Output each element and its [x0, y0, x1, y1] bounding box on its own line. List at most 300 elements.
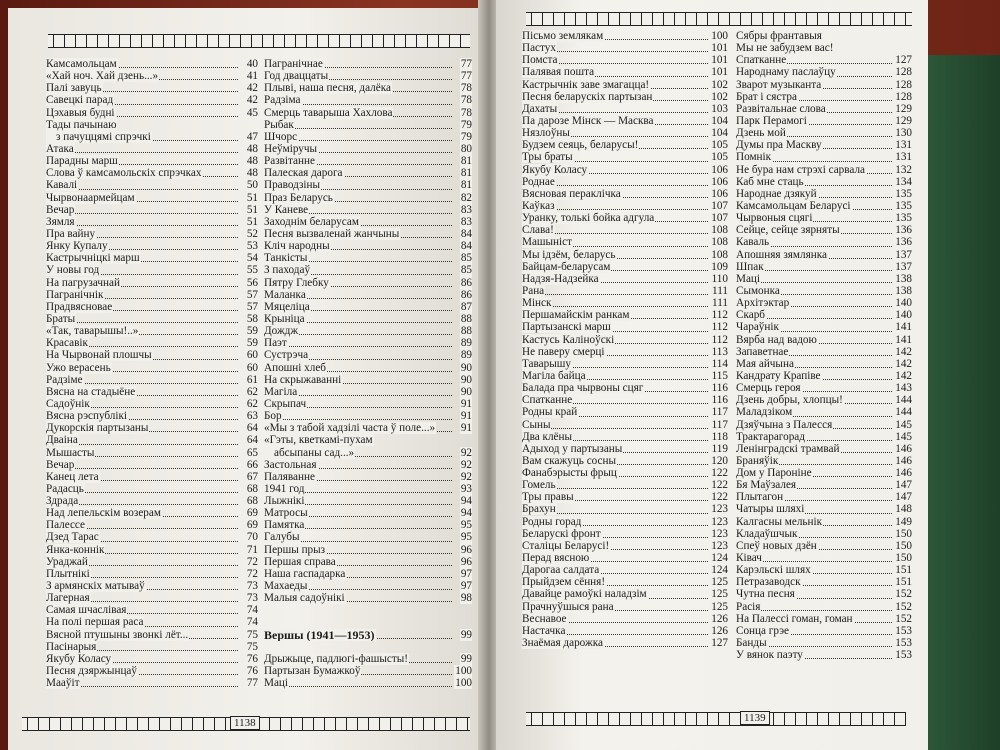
toc-entry-title: Банды: [736, 637, 767, 650]
toc-entry: [46, 289, 258, 301]
toc-entry-title: Застольная: [264, 458, 317, 471]
toc-entry-page: 136: [895, 236, 912, 249]
toc-entry-page: 73: [246, 580, 258, 593]
toc-entry: [736, 613, 912, 625]
toc-entry: [46, 143, 258, 155]
toc-entry: [46, 592, 258, 604]
toc-entry: [264, 119, 472, 131]
toc-entry: [522, 625, 728, 637]
toc-entry-page: 74: [246, 616, 258, 629]
toc-entry-title: Кладаўшчык: [736, 527, 798, 540]
toc-entry-title: Таварышу: [522, 357, 571, 370]
toc-entry-title: Будзем сеяць, беларусы!: [522, 139, 639, 152]
toc-entry-page: 59: [246, 337, 258, 350]
toc-entry-title: Пагранічнае: [264, 58, 323, 70]
toc-entry-page: 150: [895, 527, 912, 540]
toc-entry-page: 100: [455, 665, 472, 678]
toc-entry-page: 141: [895, 333, 912, 346]
toc-entry-page: 127: [711, 637, 728, 650]
toc-entry: [46, 434, 258, 446]
toc-entry: [736, 467, 912, 479]
toc-entry: [522, 394, 728, 406]
toc-entry-page: 76: [246, 665, 258, 678]
toc-entry-page: 111: [712, 284, 728, 297]
toc-entry-title: Танкісты: [264, 252, 308, 265]
toc-entry-page: 48: [246, 155, 258, 168]
toc-entry: [46, 483, 258, 495]
toc-entry-page: 145: [895, 418, 912, 431]
toc-entry-title: У новы год: [46, 264, 100, 277]
toc-entry-title: Помста: [522, 54, 558, 67]
toc-entry: [46, 204, 258, 216]
toc-entry-title: Сябры франтавыя: [736, 30, 822, 42]
toc-entry-page: 116: [711, 382, 728, 395]
toc-entry-title: Мяцеліца: [264, 300, 310, 313]
toc-entry: [736, 103, 912, 115]
toc-entry-title: Першая справа: [264, 555, 336, 568]
toc-entry-title: Вам скажуць сосны: [522, 454, 617, 467]
toc-entry: [736, 115, 912, 127]
toc-entry-title: Архітэктар: [736, 297, 790, 310]
toc-entry: [736, 200, 912, 212]
toc-entry-page: 111: [712, 297, 728, 310]
toc-entry-title: Памятка: [264, 519, 305, 532]
toc-entry: [264, 556, 472, 568]
toc-entry-page: 151: [895, 564, 912, 577]
toc-entry-title: Пісьмо землякам: [522, 30, 604, 42]
toc-entry: [522, 467, 728, 479]
toc-entry: [46, 325, 258, 337]
toc-entry-page: 144: [895, 394, 912, 407]
toc-entry-page: 72: [246, 567, 258, 580]
toc-entry-title: Браты: [46, 312, 76, 325]
toc-entry: [46, 386, 258, 398]
toc-entry-title: Маці: [264, 677, 289, 690]
toc-entry: [46, 665, 258, 677]
toc-entry: [46, 349, 258, 361]
toc-entry-title: На скрыжаванні: [264, 373, 342, 386]
toc-entry-page: 77: [460, 70, 472, 83]
toc-entry: [46, 641, 258, 653]
toc-entry: [264, 519, 472, 531]
toc-entry: [522, 382, 728, 394]
toc-entry-title: Палявая пошта: [522, 66, 595, 79]
toc-entry-title: Пастух: [522, 42, 556, 55]
toc-entry: [736, 564, 912, 576]
toc-entry: [736, 79, 912, 91]
toc-entry-page: 72: [246, 555, 258, 568]
toc-entry: [736, 285, 912, 297]
toc-entry-page: 94: [460, 495, 472, 508]
toc-entry-title: Ківач: [736, 552, 762, 565]
toc-entry: [264, 143, 472, 155]
toc-entry-page: 92: [460, 470, 472, 483]
toc-entry: [46, 240, 258, 252]
toc-entry: [264, 179, 472, 191]
toc-column-2: [736, 30, 912, 661]
toc-entry-page: 88: [460, 312, 472, 325]
toc-entry-page: 145: [895, 430, 912, 443]
toc-entry: [46, 337, 258, 349]
toc-entry: [264, 94, 472, 106]
toc-entry-title: Янка-коннік: [46, 543, 105, 556]
toc-entry-page: 69: [246, 507, 258, 520]
toc-entry-title: Магіла: [264, 385, 298, 398]
toc-entry-page: 112: [711, 333, 728, 346]
toc-entry-title: Шчорс: [264, 130, 298, 143]
toc-entry-title: Вясной птушыны звонкі лёт...: [46, 628, 189, 641]
toc-entry-title: Канец лета: [46, 470, 99, 483]
toc-entry: [46, 58, 258, 70]
toc-entry-page: 138: [895, 284, 912, 297]
toc-entry-page: 94: [460, 507, 472, 520]
toc-entry-title: Праз Беларусь: [264, 191, 333, 204]
toc-entry: [46, 495, 258, 507]
toc-entry: [522, 346, 728, 358]
toc-entry: [264, 653, 472, 665]
toc-entry-page: 128: [895, 90, 912, 103]
toc-entry-title: Нязлоўны: [522, 127, 570, 140]
toc-entry-title: Смерць героя: [736, 382, 801, 395]
toc-entry-title: Перад вясною: [522, 552, 590, 565]
toc-entry: [522, 285, 728, 297]
toc-entry: [736, 491, 912, 503]
toc-entry-page: 56: [246, 276, 258, 289]
toc-entry: [736, 151, 912, 163]
toc-entry-title: Палессе: [46, 519, 86, 532]
toc-entry: [264, 252, 472, 264]
toc-entry: [736, 370, 912, 382]
toc-entry-page: 40: [246, 58, 258, 70]
toc-entry-page: 97: [460, 580, 472, 593]
toc-entry-page: 101: [711, 66, 728, 79]
toc-entry-title: Матросы: [264, 507, 308, 520]
toc-entry-page: 130: [895, 127, 912, 140]
toc-entry: [264, 216, 472, 228]
toc-entry: [522, 212, 728, 224]
toc-entry-title: Радзіма: [264, 94, 301, 107]
toc-entry: [522, 103, 728, 115]
toc-entry-title: Маці: [736, 272, 761, 285]
toc-entry-page: 104: [711, 127, 728, 140]
toc-entry-title: Плытнікі: [46, 567, 90, 580]
toc-entry-title: Не бура нам стрэхі сарвала: [736, 163, 866, 176]
right-page: [496, 0, 928, 750]
toc-entry: [264, 289, 472, 301]
toc-entry-page: 96: [460, 543, 472, 556]
toc-entry: [522, 419, 728, 431]
toc-entry-page: 73: [246, 592, 258, 605]
toc-entry-title: Знаёмая дарожка: [522, 637, 603, 650]
toc-entry-page: 153: [895, 649, 912, 662]
toc-entry-title: Прачнуўшыся рана: [522, 600, 614, 613]
toc-entry-page: 90: [460, 361, 472, 374]
toc-entry-page: 107: [711, 212, 728, 225]
toc-entry: [46, 507, 258, 519]
toc-entry-page: 48: [246, 167, 258, 180]
toc-entry-page: 122: [711, 491, 728, 504]
toc-entry-title: Народнае дзякуй: [736, 187, 817, 200]
toc-entry-page: 52: [246, 227, 258, 240]
toc-entry-page: 128: [895, 78, 912, 91]
toc-entry: [46, 119, 258, 131]
toc-entry-page: 71: [246, 543, 258, 556]
book-cover: [918, 55, 1000, 750]
toc-entry-page: 47: [246, 130, 258, 143]
toc-entry: [522, 249, 728, 261]
toc-entry-title: Каваль: [736, 236, 770, 249]
toc-entry: [522, 528, 728, 540]
toc-entry: [46, 252, 258, 264]
toc-entry-page: 151: [895, 576, 912, 589]
toc-entry: [736, 419, 912, 431]
toc-entry-title: Першы прыз: [264, 543, 326, 556]
toc-column-1: [522, 30, 728, 649]
toc-entry: [522, 66, 728, 78]
toc-entry-title: Дзед Тарас: [46, 531, 99, 544]
toc-entry: [264, 616, 472, 628]
toc-entry-title: Смерць таварыша Хахлова: [264, 106, 393, 119]
toc-entry-page: 129: [895, 102, 912, 115]
toc-entry-title: Наша гаспадарка: [264, 567, 346, 580]
toc-entry-page: 106: [711, 163, 728, 176]
toc-entry-page: 98: [460, 592, 472, 605]
toc-entry-page: 60: [246, 361, 258, 374]
toc-entry-page: 135: [895, 212, 912, 225]
toc-entry-page: 77: [246, 677, 258, 690]
toc-entry: [46, 531, 258, 543]
toc-entry-title: Кавалі: [46, 179, 78, 192]
toc-entry: [46, 362, 258, 374]
toc-entry-page: 102: [711, 90, 728, 103]
toc-entry-title: Вярба над вадою: [736, 333, 817, 346]
toc-entry-page: 147: [895, 491, 912, 504]
toc-entry-title: Магіла байца: [522, 369, 586, 382]
toc-entry: [264, 459, 472, 471]
toc-entry-page: 51: [246, 203, 258, 216]
toc-entry: [736, 236, 912, 248]
toc-entry-page: 80: [460, 142, 472, 155]
toc-entry-title: Камсамольцам: [46, 58, 117, 70]
toc-entry: [46, 216, 258, 228]
toc-entry-title: Якубу Коласу: [46, 652, 112, 665]
toc-entry-page: 77: [460, 58, 472, 70]
toc-entry-title: Спатканне: [736, 54, 787, 67]
toc-column-1: [46, 58, 258, 689]
toc-entry: [46, 677, 258, 689]
toc-entry: [736, 637, 912, 649]
toc-entry-title: Плытагон: [736, 491, 784, 504]
toc-entry-title: Мінск: [522, 297, 552, 310]
toc-entry-title: З паходаў: [264, 264, 311, 277]
toc-entry-page: 85: [460, 252, 472, 265]
toc-entry-page: 89: [460, 349, 472, 362]
toc-entry-title: Песня беларускіх партызан: [522, 90, 653, 103]
toc-entry-page: 64: [246, 422, 258, 435]
toc-entry-title: Лыжнікі: [264, 495, 305, 508]
toc-entry-title: Пагранічнік: [46, 288, 104, 301]
toc-entry-title: Тры правы: [522, 491, 574, 504]
toc-entry-page: 90: [460, 385, 472, 398]
toc-entry-title: Гомель: [522, 479, 556, 492]
toc-entry-page: 45: [246, 106, 258, 119]
toc-entry-page: 100: [711, 30, 728, 42]
toc-entry-title: Не паверу смерці: [522, 345, 605, 358]
toc-entry-page: 55: [246, 264, 258, 277]
toc-entry-title: Маланка: [264, 288, 306, 301]
toc-entry-page: 123: [711, 539, 728, 552]
toc-entry-page: 78: [460, 106, 472, 119]
toc-entry-title: Петразаводск: [736, 576, 801, 589]
toc-entry: [736, 588, 912, 600]
toc-entry-title: Здрада: [46, 495, 79, 508]
toc-entry: [736, 261, 912, 273]
toc-entry-title: Беларускі фронт: [522, 527, 601, 540]
toc-entry-title: Рыбак: [264, 118, 294, 131]
toc-entry: [46, 580, 258, 592]
toc-entry: [264, 374, 472, 386]
toc-entry-page: 102: [711, 78, 728, 91]
toc-entry-page: 150: [895, 539, 912, 552]
toc-entry: [264, 531, 472, 543]
toc-entry: [264, 131, 472, 143]
toc-entry: [736, 42, 912, 54]
toc-entry-title: Дзень мой: [736, 127, 786, 140]
toc-entry-title: Неўміручы: [264, 142, 318, 155]
toc-entry-page: 142: [895, 345, 912, 358]
toc-entry: [264, 264, 472, 276]
toc-entry: [46, 616, 258, 628]
toc-entry-title: Паляванне: [264, 470, 315, 483]
toc-entry: [736, 431, 912, 443]
toc-entry: [736, 516, 912, 528]
toc-entry: [46, 629, 258, 641]
toc-entry: [522, 91, 728, 103]
toc-entry: [736, 249, 912, 261]
toc-entry: [522, 261, 728, 273]
toc-entry-page: 117: [711, 418, 728, 431]
toc-entry-title: Сустрэча: [264, 349, 309, 362]
toc-entry-page: 99: [460, 628, 472, 641]
toc-entry-title: Фанабэрысты фрыц: [522, 467, 617, 480]
toc-entry: [264, 167, 472, 179]
toc-entry: [46, 653, 258, 665]
dot-leader: [264, 346, 452, 347]
toc-entry: [46, 313, 258, 325]
toc-entry-page: 109: [711, 260, 728, 273]
toc-entry: [46, 556, 258, 568]
toc-entry: [46, 568, 258, 580]
toc-entry: [736, 552, 912, 564]
toc-entry-page: 92: [460, 446, 472, 459]
toc-entry-page: 65: [246, 446, 258, 459]
toc-entry: [736, 479, 912, 491]
toc-entry-title: Над лепельскім возерам: [46, 507, 161, 520]
toc-entry: [522, 30, 728, 42]
toc-entry-title: Мая айчына: [736, 357, 794, 370]
toc-entry-title: Надзя-Надзейка: [522, 272, 599, 285]
toc-entry-page: 135: [895, 199, 912, 212]
toc-entry: [736, 91, 912, 103]
toc-entry-title: Роднае: [522, 175, 555, 188]
toc-entry: [522, 406, 728, 418]
toc-entry-page: 132: [895, 163, 912, 176]
toc-entry-page: 131: [895, 151, 912, 164]
toc-entry: [736, 382, 912, 394]
toc-entry-title: Кандрату Крапіве: [736, 369, 821, 382]
toc-entry: [46, 264, 258, 276]
toc-entry-title: Бор: [264, 410, 282, 423]
toc-entry-page: 99: [460, 652, 472, 665]
toc-entry-title: абсыпаны сад...»: [264, 447, 355, 459]
toc-entry: [46, 398, 258, 410]
toc-entry: [522, 321, 728, 333]
toc-entry-page: 108: [711, 236, 728, 249]
toc-entry-page: 125: [711, 588, 728, 601]
toc-entry-page: 105: [711, 151, 728, 164]
toc-entry-page: 100: [455, 677, 472, 690]
page-number: 1138: [230, 716, 260, 730]
toc-entry-page: 79: [460, 130, 472, 143]
toc-entry-page: 125: [711, 576, 728, 589]
toc-entry: [46, 301, 258, 313]
toc-entry-title: Чырвоныя сцягі: [736, 212, 813, 225]
toc-entry-title: Самая шчаслівая: [46, 604, 127, 617]
toc-entry-title: Парадны марш: [46, 155, 118, 168]
toc-entry-page: 59: [246, 325, 258, 338]
toc-entry: [522, 151, 728, 163]
toc-entry: [522, 503, 728, 515]
toc-entry-page: 124: [711, 552, 728, 565]
toc-entry-page: 83: [460, 203, 472, 216]
toc-entry-title: Атака: [46, 142, 74, 155]
toc-entry-page: 131: [895, 139, 912, 152]
toc-entry-page: 84: [460, 227, 472, 240]
toc-entry-title: Партызанскі марш: [522, 321, 611, 334]
toc-entry-title: Помнік: [736, 151, 772, 164]
toc-entry-page: 57: [246, 288, 258, 301]
toc-entry: [522, 601, 728, 613]
toc-entry: [736, 649, 912, 661]
toc-entry-page: 126: [711, 612, 728, 625]
toc-entry-title: Мы ідзём, беларусь: [522, 248, 616, 261]
left-page: [8, 8, 486, 750]
toc-entry: [264, 434, 472, 446]
toc-entry-page: 113: [711, 345, 728, 358]
toc-entry: [46, 422, 258, 434]
toc-entry: [522, 443, 728, 455]
toc-entry: [264, 544, 472, 556]
toc-entry-title: З армянскіх матываў: [46, 580, 145, 593]
toc-entry-page: 97: [460, 567, 472, 580]
toc-entry-title: Скарб: [736, 309, 765, 322]
toc-entry-title: Прыйдзем сёння!: [522, 576, 606, 589]
toc-entry: [522, 455, 728, 467]
toc-entry: [522, 139, 728, 151]
toc-entry-title: Пра вайну: [46, 227, 96, 240]
toc-entry: [736, 273, 912, 285]
toc-entry-title: Родны горад: [522, 515, 582, 528]
top-ornament-border: [48, 34, 470, 48]
toc-entry-title: Паэт: [264, 337, 287, 350]
toc-entry-page: 123: [711, 503, 728, 516]
toc-entry-page: 119: [711, 442, 728, 455]
toc-entry: [736, 406, 912, 418]
toc-entry: [46, 192, 258, 204]
toc-entry: [736, 30, 912, 42]
toc-entry-page: 138: [895, 272, 912, 285]
toc-entry-page: 152: [895, 588, 912, 601]
